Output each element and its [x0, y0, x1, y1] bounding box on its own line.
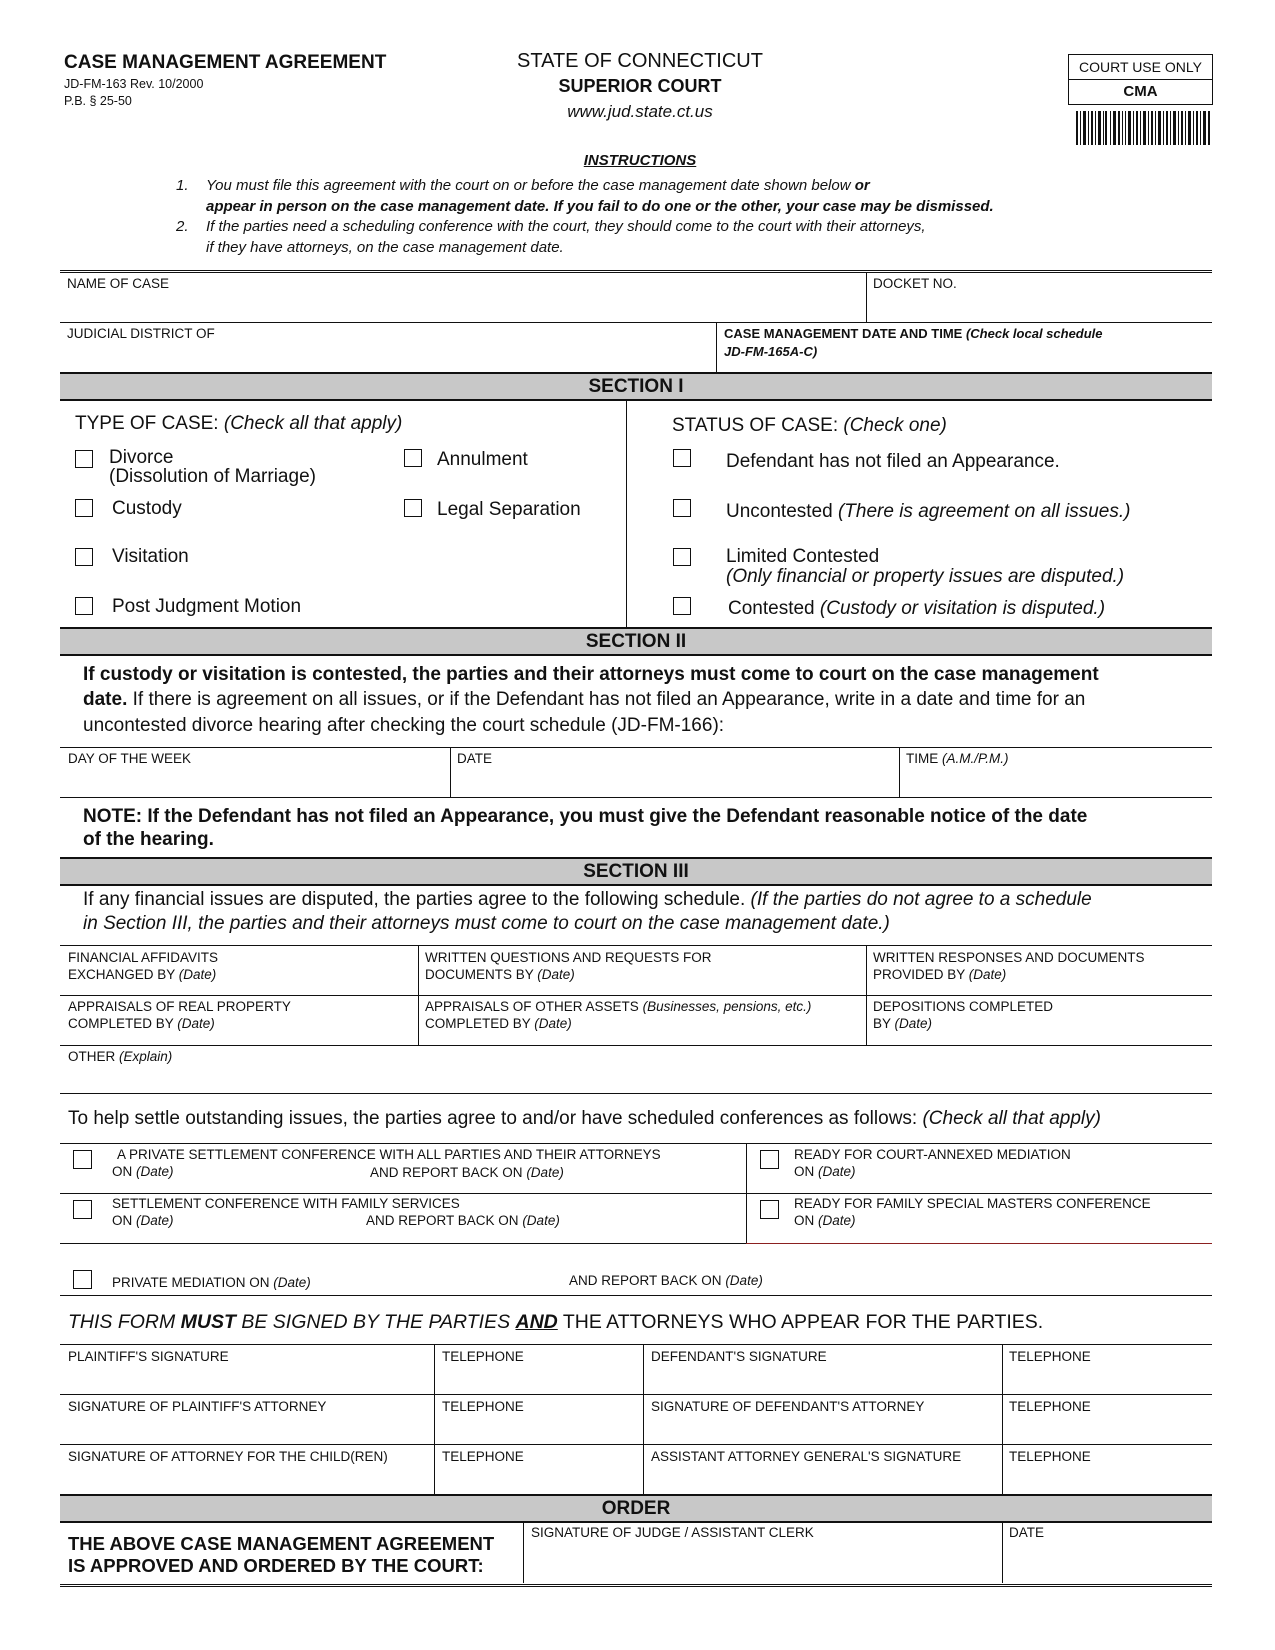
private-mediation-checkbox[interactable]	[73, 1270, 92, 1289]
custody-checkbox[interactable]	[75, 499, 93, 517]
status-limited-hint: (Only financial or property issues are disputed.)	[726, 566, 1125, 587]
docket-no-label: DOCKET NO.	[873, 276, 957, 291]
section-3-para-line-2: in Section III, the parties and their attorneys must come to court on the case management date.)	[83, 913, 890, 934]
child-attorney-signature-field[interactable]	[64, 1466, 428, 1492]
hearing-time-label: TIME (A.M./P.M.)	[906, 751, 1009, 766]
annulment-label: Annulment	[437, 449, 528, 470]
defendant-signature-field[interactable]	[649, 1366, 995, 1392]
depositions-label: DEPOSITIONS COMPLETED	[873, 999, 1054, 1014]
practice-book-rule: P.B. § 25-50	[64, 94, 132, 108]
section-3-header: SECTION III	[60, 857, 1212, 886]
family-services-label: SETTLEMENT CONFERENCE WITH FAMILY SERVICES	[112, 1196, 460, 1211]
appraisals-real-label: APPRAISALS OF REAL PROPERTY	[68, 999, 291, 1014]
section-3-para-line-1: If any financial issues are disputed, the parties agree to the following schedule. (If the parties do not agree to a schedule	[83, 889, 1092, 910]
defendant-attorney-telephone-field[interactable]	[1008, 1416, 1208, 1442]
divorce-checkbox[interactable]	[75, 450, 93, 468]
case-management-date-label-2: JD-FM-165A-C)	[724, 344, 818, 359]
section-1-header: SECTION I	[60, 372, 1212, 401]
judicial-district-label: JUDICIAL DISTRICT OF	[67, 326, 215, 341]
family-services-checkbox[interactable]	[73, 1200, 92, 1219]
status-uncontested-checkbox[interactable]	[673, 499, 691, 517]
family-services-on-label: ON (Date)	[112, 1213, 174, 1228]
instruction-2-line-1: If the parties need a scheduling conference with the court, they should come to the court with their attorneys,	[206, 218, 926, 235]
order-approved-line-1: THE ABOVE CASE MANAGEMENT AGREEMENT	[68, 1533, 495, 1554]
order-date-field[interactable]	[1008, 1544, 1208, 1578]
child-attorney-telephone-label: TELEPHONE	[442, 1449, 524, 1464]
private-mediation-label: PRIVATE MEDIATION ON (Date)	[112, 1275, 311, 1290]
plaintiff-signature-label: PLAINTIFF'S SIGNATURE	[68, 1349, 229, 1364]
plaintiff-telephone-field[interactable]	[440, 1366, 636, 1392]
barcode-icon	[1076, 111, 1211, 145]
ready-special-masters-checkbox[interactable]	[760, 1200, 779, 1219]
aag-telephone-field[interactable]	[1008, 1466, 1208, 1492]
docket-no-field[interactable]	[872, 294, 1207, 318]
court-use-only-label: COURT USE ONLY	[1079, 59, 1202, 75]
other-label: OTHER (Explain)	[68, 1049, 173, 1064]
ready-mediation-label: READY FOR COURT-ANNEXED MEDIATION	[794, 1147, 1071, 1162]
hearing-date-label: DATE	[457, 751, 493, 766]
hearing-time-field[interactable]	[905, 768, 1207, 794]
defendant-attorney-telephone-label: TELEPHONE	[1009, 1399, 1091, 1414]
court-website: www.jud.state.ct.us	[567, 102, 713, 121]
legal-separation-label: Legal Separation	[437, 499, 581, 520]
status-limited-checkbox[interactable]	[673, 548, 691, 566]
status-no-appearance-checkbox[interactable]	[673, 449, 691, 467]
judge-signature-label: SIGNATURE OF JUDGE / ASSISTANT CLERK	[531, 1525, 814, 1540]
ready-special-masters-on-label: ON (Date)	[794, 1213, 856, 1228]
section-2-para-line-3: uncontested divorce hearing after checking the court schedule (JD-FM-166):	[83, 715, 725, 736]
signature-requirement: THIS FORM MUST BE SIGNED BY THE PARTIES AND THE ATTORNEYS WHO APPEAR FOR THE PARTIES.	[68, 1311, 1044, 1333]
order-date-label: DATE	[1009, 1525, 1045, 1540]
child-attorney-telephone-field[interactable]	[440, 1466, 636, 1492]
child-attorney-signature-label: SIGNATURE OF ATTORNEY FOR THE CHILD(REN)	[68, 1449, 388, 1464]
defendant-telephone-field[interactable]	[1008, 1366, 1208, 1392]
private-settlement-label: A PRIVATE SETTLEMENT CONFERENCE WITH ALL PARTIES AND THEIR ATTORNEYS	[117, 1147, 661, 1162]
order-approved-line-2: IS APPROVED AND ORDERED BY THE COURT:	[68, 1555, 484, 1576]
custody-label: Custody	[112, 498, 182, 519]
instruction-2-line-2: if they have attorneys, on the case management date.	[206, 239, 564, 256]
order-header: ORDER	[60, 1494, 1212, 1523]
divorce-label: Divorce	[109, 447, 174, 468]
depositions-label-2: BY (Date)	[873, 1016, 933, 1031]
court-name: SUPERIOR COURT	[558, 76, 722, 96]
note-line-1: NOTE: If the Defendant has not filed an Appearance, you must give the Defendant reasonable notice of the date	[83, 806, 1088, 827]
section-2-header: SECTION II	[60, 627, 1212, 656]
private-settlement-report-label: AND REPORT BACK ON (Date)	[370, 1165, 564, 1180]
annulment-checkbox[interactable]	[404, 449, 422, 467]
defendant-telephone-label: TELEPHONE	[1009, 1349, 1091, 1364]
written-questions-label: WRITTEN QUESTIONS AND REQUESTS FOR	[425, 950, 712, 965]
private-settlement-on-label: ON (Date)	[112, 1164, 174, 1179]
ready-mediation-checkbox[interactable]	[760, 1150, 779, 1169]
plaintiff-attorney-signature-field[interactable]	[64, 1416, 428, 1442]
post-judgment-label: Post Judgment Motion	[112, 596, 302, 617]
type-of-case-label: TYPE OF CASE: (Check all that apply)	[75, 413, 403, 434]
judicial-district-field[interactable]	[64, 344, 709, 368]
divorce-sublabel: (Dissolution of Marriage)	[109, 466, 316, 487]
name-of-case-field[interactable]	[64, 294, 859, 318]
plaintiff-attorney-signature-label: SIGNATURE OF PLAINTIFF'S ATTORNEY	[68, 1399, 327, 1414]
status-no-appearance-label: Defendant has not filed an Appearance.	[726, 451, 1060, 472]
appraisals-other-label-2: COMPLETED BY (Date)	[425, 1016, 572, 1031]
ready-mediation-on-label: ON (Date)	[794, 1164, 856, 1179]
appraisals-real-label-2: COMPLETED BY (Date)	[68, 1016, 215, 1031]
status-limited-label: Limited Contested	[726, 546, 880, 567]
day-of-week-label: DAY OF THE WEEK	[68, 751, 192, 766]
instruction-1-number: 1.	[176, 177, 189, 194]
form-number: JD-FM-163 Rev. 10/2000	[64, 77, 204, 91]
judge-signature-field[interactable]	[529, 1544, 995, 1578]
ready-special-masters-label: READY FOR FAMILY SPECIAL MASTERS CONFERENCE	[794, 1196, 1151, 1211]
settlement-intro: To help settle outstanding issues, the parties agree to and/or have scheduled conferences as follows: (Check all that apply)	[68, 1108, 1101, 1129]
instruction-2-number: 2.	[176, 218, 189, 235]
visitation-checkbox[interactable]	[75, 548, 93, 566]
private-settlement-checkbox[interactable]	[73, 1150, 92, 1169]
defendant-attorney-signature-label: SIGNATURE OF DEFENDANT'S ATTORNEY	[651, 1399, 925, 1414]
appraisals-other-label: APPRAISALS OF OTHER ASSETS (Businesses, pensions, etc.)	[425, 999, 812, 1014]
other-explain-field[interactable]	[64, 1066, 1204, 1090]
written-responses-label: WRITTEN RESPONSES AND DOCUMENTS	[873, 950, 1145, 965]
note-line-2: of the hearing.	[83, 829, 214, 850]
form-title: CASE MANAGEMENT AGREEMENT	[64, 52, 387, 73]
plaintiff-signature-field[interactable]	[64, 1366, 428, 1392]
private-mediation-report-label: AND REPORT BACK ON (Date)	[569, 1273, 763, 1288]
plaintiff-telephone-label: TELEPHONE	[442, 1349, 524, 1364]
aag-signature-field[interactable]	[649, 1466, 995, 1492]
instructions-title: INSTRUCTIONS	[583, 152, 697, 169]
written-questions-label-2: DOCUMENTS BY (Date)	[425, 967, 575, 982]
day-of-week-field[interactable]	[64, 768, 444, 794]
name-of-case-label: NAME OF CASE	[67, 276, 170, 291]
defendant-attorney-signature-field[interactable]	[649, 1416, 995, 1442]
court-use-code: CMA	[1069, 79, 1212, 104]
instruction-1-line-1: You must file this agreement with the court on or before the case management date shown below or	[206, 177, 870, 194]
case-management-date-label: CASE MANAGEMENT DATE AND TIME (Check local schedule	[724, 326, 1103, 341]
legal-separation-checkbox[interactable]	[404, 499, 422, 517]
plaintiff-attorney-telephone-label: TELEPHONE	[442, 1399, 524, 1414]
status-uncontested-label: Uncontested (There is agreement on all issues.)	[726, 501, 1131, 522]
financial-affidavits-label: FINANCIAL AFFIDAVITS	[68, 950, 219, 965]
aag-signature-label: ASSISTANT ATTORNEY GENERAL'S SIGNATURE	[651, 1449, 962, 1464]
section-2-para-line-2: date. If there is agreement on all issues, or if the Defendant has not filed an Appearance, write in a date and time for an	[83, 689, 1086, 710]
instruction-1-line-2: appear in person on the case management date. If you fail to do one or the other, your case may be dismissed.	[206, 198, 994, 215]
status-contested-checkbox[interactable]	[673, 597, 691, 615]
state-name: STATE OF CONNECTICUT	[517, 50, 763, 72]
status-contested-label: Contested (Custody or visitation is disputed.)	[728, 598, 1106, 619]
aag-telephone-label: TELEPHONE	[1009, 1449, 1091, 1464]
financial-affidavits-label-2: EXCHANGED BY (Date)	[68, 967, 217, 982]
plaintiff-attorney-telephone-field[interactable]	[440, 1416, 636, 1442]
status-of-case-label: STATUS OF CASE: (Check one)	[672, 415, 947, 436]
defendant-signature-label: DEFENDANT'S SIGNATURE	[651, 1349, 827, 1364]
post-judgment-checkbox[interactable]	[75, 597, 93, 615]
hearing-date-field[interactable]	[456, 768, 892, 794]
written-responses-label-2: PROVIDED BY (Date)	[873, 967, 1007, 982]
visitation-label: Visitation	[112, 546, 189, 567]
court-use-only-box	[1068, 54, 1213, 105]
section-2-para-line-1: If custody or visitation is contested, the parties and their attorneys must come to court on the case management	[83, 664, 1099, 685]
family-services-report-label: AND REPORT BACK ON (Date)	[366, 1213, 560, 1228]
